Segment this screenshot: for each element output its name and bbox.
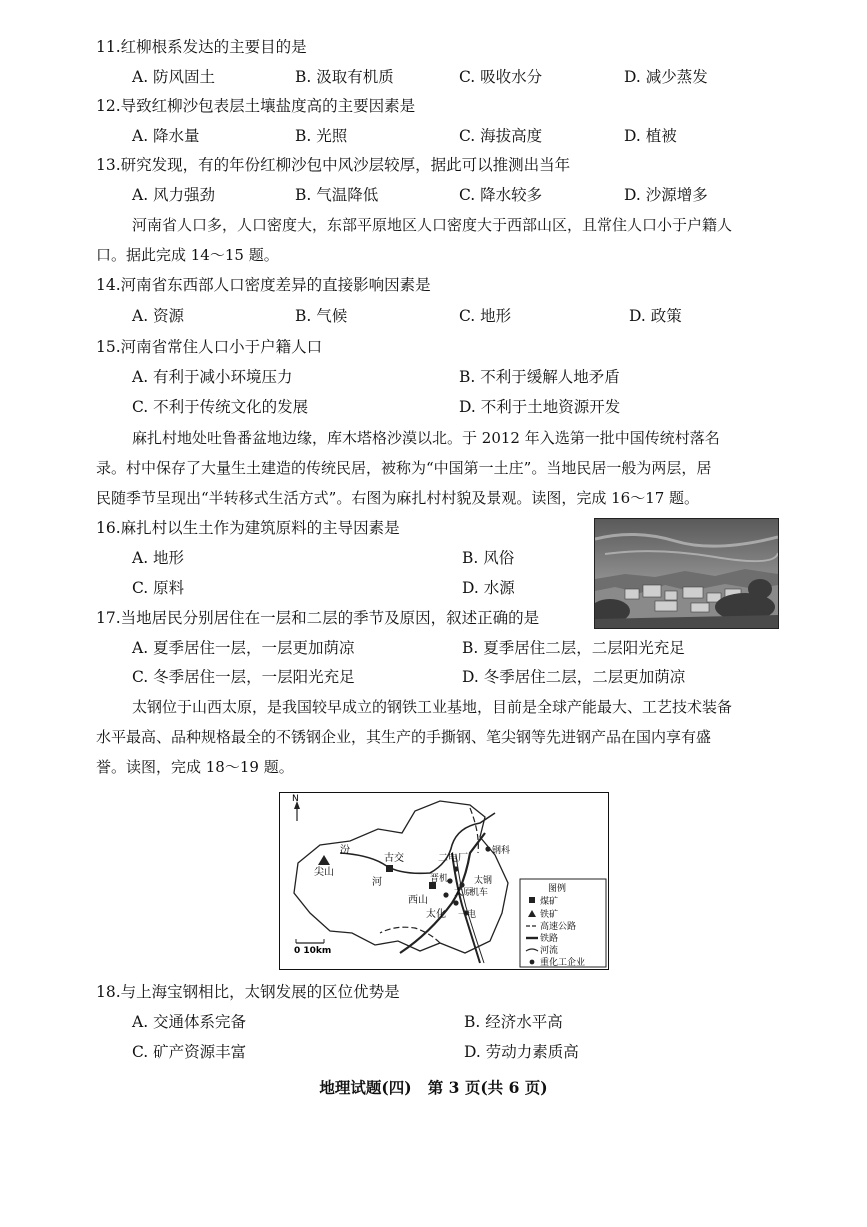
q18-option-b: B. 经济水平高 — [464, 1013, 563, 1031]
legend-industry: 重化工企业 — [540, 958, 586, 968]
q18-option-d: D. 劳动力素质高 — [464, 1043, 579, 1061]
passage2-line3: 民随季节呈现出“半转移式生活方式”。右图为麻扎村村貌及景观。读图，完成 16～17 题。 — [96, 489, 700, 507]
label-fen: 汾 — [340, 845, 350, 856]
label-taiyuan: 太原 — [454, 888, 473, 898]
q12-stem: 12.导致红柳沙包表层土壤盐度高的主要因素是 — [96, 97, 416, 115]
label-yidian: 一电 — [458, 910, 477, 920]
q18-option-a: A. 交通体系完备 — [132, 1013, 247, 1031]
q17-option-c: C. 冬季居住一层，一层阳光充足 — [132, 668, 355, 686]
q11-option-c: C. 吸收水分 — [459, 68, 543, 86]
north-label: N — [292, 794, 299, 804]
scale-label: 0 10km — [294, 946, 332, 956]
q15-stem: 15.河南省常住人口小于户籍人口 — [96, 338, 323, 356]
q15-option-a: A. 有利于减小环境压力 — [132, 368, 293, 386]
q18-stem: 18.与上海宝钢相比，太钢发展的区位优势是 — [96, 983, 400, 1001]
q11-option-d: D. 减少蒸发 — [624, 68, 708, 86]
highway — [380, 927, 440, 943]
q12-option-b: B. 光照 — [295, 127, 348, 145]
q14-option-c: C. 地形 — [459, 307, 512, 325]
q13-option-c: C. 降水较多 — [459, 186, 543, 204]
q12-option-d: D. 植被 — [624, 127, 677, 145]
legend-iron: 铁矿 — [540, 910, 559, 920]
label-taihua: 太化 — [426, 909, 446, 920]
q14-option-b: B. 气候 — [295, 307, 348, 325]
coal-mine-icon — [386, 865, 393, 872]
q18-option-c: C. 矿产资源丰富 — [132, 1043, 247, 1061]
q17-stem: 17.当地居民分别居住在一层和二层的季节及原因，叙述正确的是 — [96, 609, 540, 627]
q17-option-b: B. 夏季居住二层，二层阳光充足 — [462, 639, 685, 657]
q13-stem: 13.研究发现，有的年份红柳沙包中风沙层较厚，据此可以推测出当年 — [96, 156, 571, 174]
label-gangke: 钢科 — [492, 846, 511, 856]
q14-stem: 14.河南省东西部人口密度差异的直接影响因素是 — [96, 276, 431, 294]
passage2-line1: 麻扎村地处吐鲁番盆地边缘，库木塔格沙漠以北。于 2012 年入选第一批中国传统村落名 — [132, 429, 720, 447]
page-footer: 地理试题(四) 第 3 页(共 6 页) — [319, 1078, 548, 1097]
q15-option-c: C. 不利于传统文化的发展 — [132, 398, 309, 416]
legend-rail: 铁路 — [540, 934, 559, 944]
q16-option-a: A. 地形 — [132, 549, 185, 567]
fen-river — [340, 813, 495, 873]
label-erdianchang: 二电厂 — [438, 853, 468, 864]
q17-option-d: D. 冬季居住二层，二层更加荫凉 — [462, 668, 686, 686]
legend-coal-icon — [529, 897, 535, 903]
q14-option-d: D. 政策 — [629, 307, 682, 325]
q16-option-b: B. 风俗 — [462, 549, 515, 567]
iron-mine-icon — [318, 855, 330, 865]
q12-option-c: C. 海拔高度 — [459, 127, 543, 145]
label-xishan: 西山 — [408, 895, 428, 906]
passage3-line2: 水平最高、品种规格最全的不锈钢企业，其生产的手撕钢、笔尖钢等先进钢产品在国内享有盛 — [96, 728, 712, 746]
q16-stem: 16.麻扎村以生土作为建筑原料的主导因素是 — [96, 519, 400, 537]
q13-option-b: B. 气温降低 — [295, 186, 379, 204]
q11-option-a: A. 防风固土 — [132, 68, 216, 86]
q13-option-a: A. 风力强劲 — [132, 186, 216, 204]
q13-option-d: D. 沙源增多 — [624, 186, 708, 204]
passage3-line3: 誉。读图，完成 18～19 题。 — [96, 758, 294, 776]
q12-option-a: A. 降水量 — [132, 127, 200, 145]
passage3-line1: 太钢位于山西太原，是我国较早成立的钢铁工业基地，目前是全球产能最大、工艺技术装备 — [132, 698, 733, 716]
q16-option-d: D. 水源 — [462, 579, 515, 597]
legend-river: 河流 — [540, 946, 559, 956]
label-jianshan: 尖山 — [314, 867, 334, 878]
map-legend — [520, 879, 606, 968]
label-jiche: 机车 — [470, 888, 489, 898]
label-he: 河 — [372, 877, 382, 888]
passage2-line2: 录。村中保存了大量生土建造的传统民居，被称为“中国第一土庄”。当地民居一般为两层，居 — [96, 459, 712, 477]
legend-highway: 高速公路 — [540, 922, 577, 932]
label-jinji: 晋机 — [430, 874, 449, 884]
q11-stem: 11.红柳根系发达的主要目的是 — [96, 38, 307, 56]
passage1-line2: 口。据此完成 14～15 题。 — [96, 246, 279, 264]
label-gujiao: 古交 — [384, 853, 404, 864]
q17-option-a: A. 夏季居住一层，一层更加荫凉 — [132, 639, 355, 657]
q15-option-b: B. 不利于缓解人地矛盾 — [459, 368, 620, 386]
q14-option-a: A. 资源 — [132, 307, 185, 325]
passage1-line1: 河南省人口多，人口密度大，东部平原地区人口密度大于西部山区，且常住人口小于户籍人 — [132, 216, 733, 234]
legend-industry-icon — [530, 960, 535, 965]
village-photo — [594, 518, 779, 629]
legend-title: 图例 — [548, 884, 567, 894]
legend-coal: 煤矿 — [540, 897, 559, 907]
q15-option-d: D. 不利于土地资源开发 — [459, 398, 621, 416]
q16-option-c: C. 原料 — [132, 579, 185, 597]
label-taigang: 太钢 — [474, 876, 493, 886]
taiyuan-map — [279, 792, 609, 970]
q11-option-b: B. 汲取有机质 — [295, 68, 394, 86]
